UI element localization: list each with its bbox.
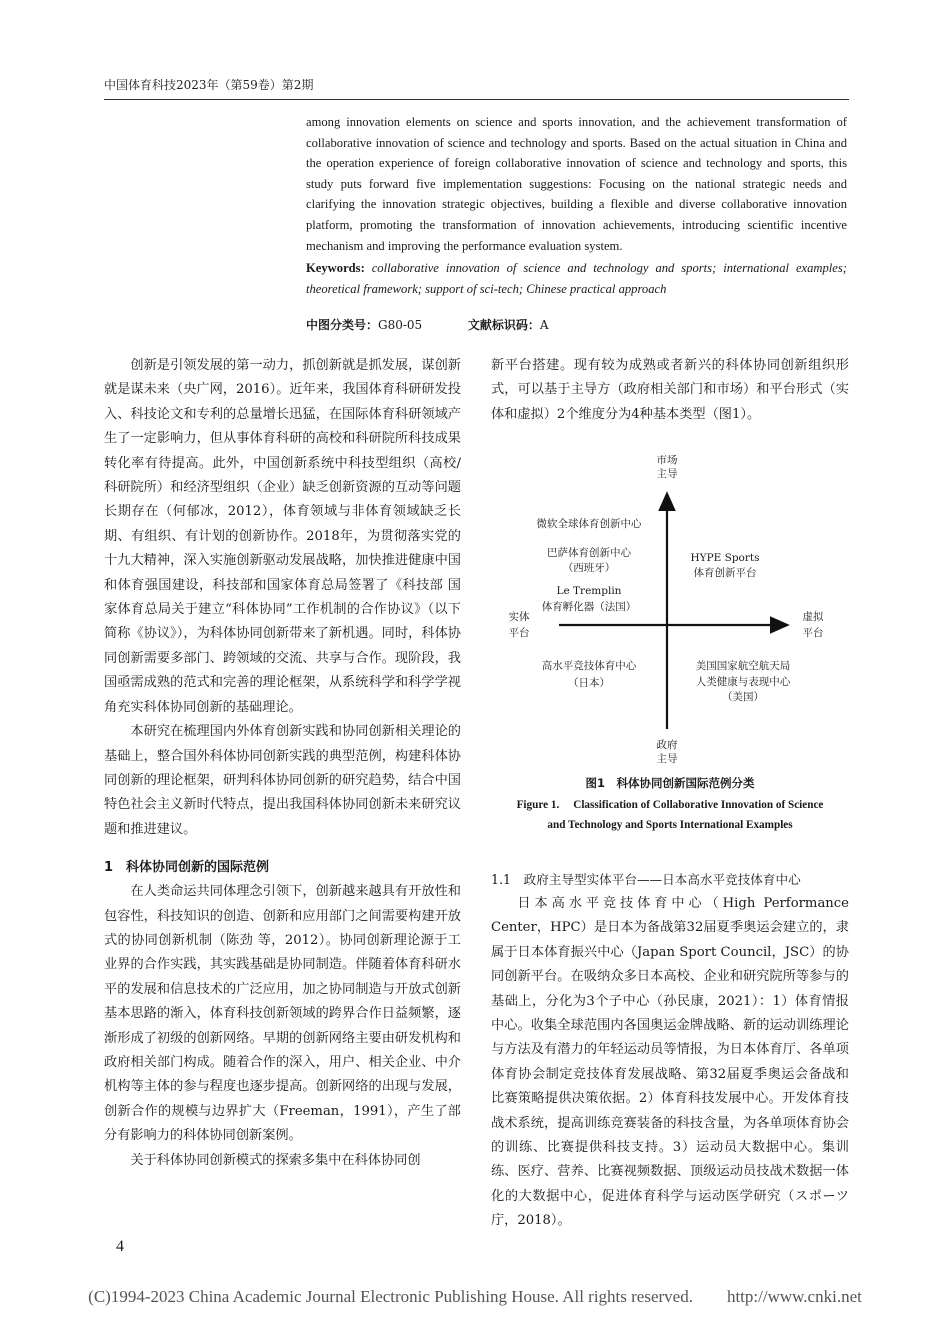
paragraph: 关于科体协同创新模式的探索多集中在科体协同创 [130, 1152, 421, 1168]
quadrant-diagram [491, 455, 849, 775]
clc-label: 中图分类号： [306, 318, 379, 332]
axis-label-left: 实体 [508, 611, 530, 623]
example-label: Le Tremplin [556, 585, 622, 597]
paragraph: 创新是引领发展的第一动力，抓创新就是抓发展，谋创新就是谋未来（央广网，2016）。近年来，我国体育科研研发投入、科技论文和专利的总量增长迅猛，在国际体育科研领域产生了一定影响力，但从事体育科研的高校和科研院所科技成果转化率有待提高。此外，中国创新系统中科技型组织（高校/科研院所）和经济型组织（企业）缺乏创新资源的互动等问题长期存在（何郁冰，2012），体育领域与非体育领域缺乏长期、有组织、有计划的创新协作。2018年，为贯彻落实党的十九大精神，深入实施创新驱动发展战略，加快推进健康中国和体育强国建设，科技部和国家体育总局签署了《科技部 国家体育总局关于建立“科体协同”工作机制的合作协议》（以下简称《协议》），为科体协同创新带来了新机遇。同时，科体协同创新需要多部门、跨领域的交流、共享与合作。现阶段，我国亟需成熟的范式和完善的理论框架，从系统科学和科学学视角充实科体协同创新的基础理论。 [104, 358, 461, 715]
figure-caption-cn: 图1 科体协同创新国际范例分类 [585, 776, 755, 790]
example-label: 体育创新平台 [693, 567, 757, 579]
figure-caption-en-line: and Technology and Sports International Examples [547, 819, 793, 831]
axis-label-right: 平台 [802, 627, 824, 639]
abstract-text: among innovation elements on science and sports innovation, and the achievement transformation of collaborative innovation of science and technology and sports. Based on the actual situation in China and the operation experience of foreign collaborative innovation of science and technology and sports, this study puts forward five implementation suggestions: Focusing on the national strategic needs and clarifying the innovation strategic objectives, building a flexible and diverse collaborative innovation platform, promoting the transformation of innovation achievements, introducing scientific incentive mechanism and improving the performance evaluation system. [306, 115, 847, 253]
paragraph: 在人类命运共同体理念引领下，创新越来越具有开放性和包容性，科技知识的创造、创新和应用部门之间需要构建开放式的协同创新机制（陈劲 等，2012）。协同创新理论源于工业界的合作实践，其实践基础是协同制造。伴随着体育科研水平的发展和信息技术的广泛应用，加之协同制造与开放式创新基本思路的渐入，体育科技创新领域的跨界合作日益频繁，逐渐形成了初级的创新网络。早期的创新网络主要由研发机构和政府相关部门构成。随着合作的深入，用户、相关企业、中介机构等主体的参与程度也逐步提高。创新网络的出现与发展，创新合作的规模与边界扩大（Freeman，1991），产生了部分有影响力的科体协同创新案例。 [104, 884, 461, 1144]
example-label: （西班牙） [562, 562, 616, 574]
doc-code-label: 文献标识码： [467, 318, 540, 332]
doc-code-value: A [539, 318, 549, 332]
figure-caption-en [491, 795, 849, 835]
example-label: （日本） [568, 677, 610, 689]
example-label: 微软全球体育创新中心 [536, 518, 642, 530]
section-heading: 1 科体协同创新的国际范例 [104, 860, 270, 876]
keywords-label: Keywords: [306, 261, 365, 276]
paragraph: 新平台搭建。现有较为成熟或者新兴的科体协同创新组织形式，可以基于主导方（政府相关部门和市场）和平台形式（实体和虚拟）2个维度分为4种基本类型（图1）。 [491, 358, 849, 422]
example-label: （美国） [722, 691, 764, 703]
right-column-bottom [491, 868, 849, 1234]
axis-label-right: 虚拟 [802, 611, 824, 623]
axis-label-top: 市场 [656, 455, 678, 466]
copyright-footer: (C)1994-2023 China Academic Journal Electronic Publishing House. All rights reserved. http://www.cnki.net [88, 1287, 862, 1306]
clc-value: G80-05 [378, 318, 423, 332]
example-label: 高水平竞技体育中心 [541, 660, 637, 672]
paragraph: 日本高水平竞技体育中心（High Performance Center，HPC）是日本为备战第32届夏季奥运会建立的，隶属于日本体育振兴中心（Japan Sport Council，JSC）的协同创新平台。在吸纳众多日本高校、企业和研究院所等参与的基础上，分化为3个子中心（孙民康，2021）：1）体育情报中心。收集全球范围内各国奥运金牌战略、新的运动训练理论与方法及有潜力的年轻运动员等情报，为日本体育厅、各单项体育协会制定竞技体育发展战略、第32届夏季奥运会备战和比赛策略提供决策依据。2）体育科技发展中心。开发体育技战术系统，提高训练竞赛装备的科技含量，为各单项体育协会的训练、比赛提供科技支持。3）运动员大数据中心。集训练、医疗、营养、比赛视频数据、顶级运动员技战术数据一体化的大数据中心，促进体育科学与运动医学研究（スポーツ庁，2018）。 [491, 896, 849, 1229]
axis-label-top: 主导 [656, 468, 678, 480]
right-column-top [491, 354, 849, 427]
example-label: 人类健康与表现中心 [695, 676, 791, 688]
example-label: 巴萨体育创新中心 [547, 547, 631, 559]
example-label: 美国国家航空航天局 [695, 660, 791, 672]
example-label: 体育孵化器（法国） [541, 601, 637, 613]
subsection-heading: 1.1 政府主导型实体平台——日本高水平竞技体育中心 [491, 872, 801, 887]
page-number: 4 [116, 1238, 124, 1255]
english-abstract [306, 112, 847, 299]
keywords-text: collaborative innovation of science and technology and sports; international examples; theoretical framework; support of sci-tech; Chinese practical approach [306, 261, 847, 296]
classification-line [306, 316, 847, 333]
figure-caption-en-line: Figure 1. Classification of Collaborative Innovation of Science [516, 799, 824, 811]
journal-info: 中国体育科技2023年（第59卷）第2期 [104, 78, 314, 92]
running-header [104, 76, 849, 100]
axis-label-bottom: 主导 [656, 753, 678, 765]
paragraph: 本研究在梳理国内外体育创新实践和协同创新相关理论的基础上，整合国外科体协同创新实践的典型范例，构建科体协同创新的理论框架，研判科体协同创新的研究趋势，结合中国特色社会主义新时代特点，提出我国科体协同创新未来研究议题和推进建议。 [104, 724, 461, 837]
left-column [104, 354, 461, 1173]
axis-label-left: 平台 [508, 627, 530, 639]
axis-label-bottom: 政府 [656, 739, 678, 751]
example-label: HYPE Sports [690, 552, 760, 564]
